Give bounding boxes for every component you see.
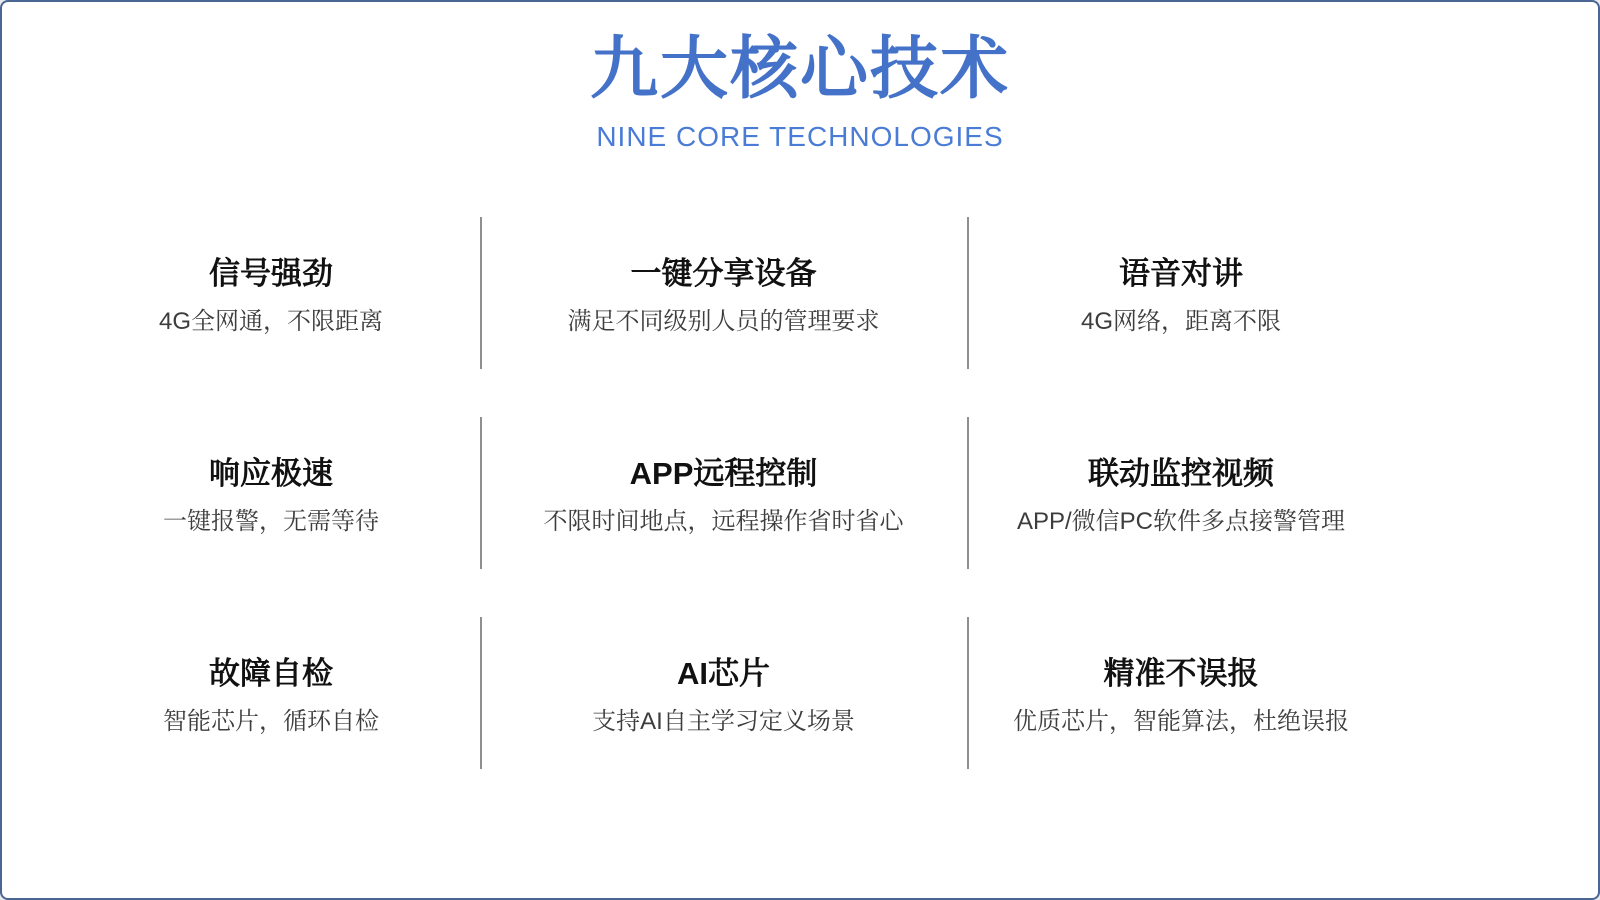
feature-cell-self-check — [62, 607, 480, 807]
feature-title: 信号强劲 — [209, 256, 333, 292]
feature-cell-video-link — [967, 407, 1395, 607]
feature-desc: 支持AI自主学习定义场景 — [592, 707, 855, 735]
feature-cell-share — [480, 207, 967, 407]
feature-desc: 4G全网通，不限距离 — [158, 307, 383, 335]
feature-cell-signal — [62, 207, 480, 407]
feature-title: 联动监控视频 — [1088, 456, 1274, 492]
feature-desc: 4G网络，距离不限 — [1080, 307, 1281, 335]
feature-cell-app-remote — [480, 407, 967, 607]
page-subtitle: NINE CORE TECHNOLOGIES — [596, 121, 1004, 152]
feature-title: 故障自检 — [209, 656, 333, 692]
feature-desc: 不限时间地点，远程操作省时省心 — [543, 507, 904, 535]
feature-desc: APP/微信PC软件多点接警管理 — [1016, 507, 1346, 535]
feature-cell-response — [62, 407, 480, 607]
feature-title: 一键分享设备 — [630, 256, 817, 292]
feature-desc: 智能芯片，循环自检 — [163, 707, 379, 735]
feature-title: APP远程控制 — [629, 456, 818, 492]
feature-desc: 一键报警，无需等待 — [163, 507, 379, 535]
feature-desc: 优质芯片，智能算法，杜绝误报 — [1013, 707, 1349, 735]
feature-title: AI芯片 — [677, 656, 770, 692]
feature-cell-voice — [967, 207, 1395, 407]
feature-title: 语音对讲 — [1119, 256, 1243, 292]
page-title: 九大核心技术 — [589, 31, 1010, 107]
feature-desc: 满足不同级别人员的管理要求 — [567, 307, 880, 335]
feature-cell-no-false-alarm — [967, 607, 1395, 807]
feature-title: 精准不误报 — [1103, 656, 1259, 692]
feature-title: 响应极速 — [209, 456, 333, 492]
feature-cell-ai-chip — [480, 607, 967, 807]
feature-grid — [62, 207, 1395, 807]
